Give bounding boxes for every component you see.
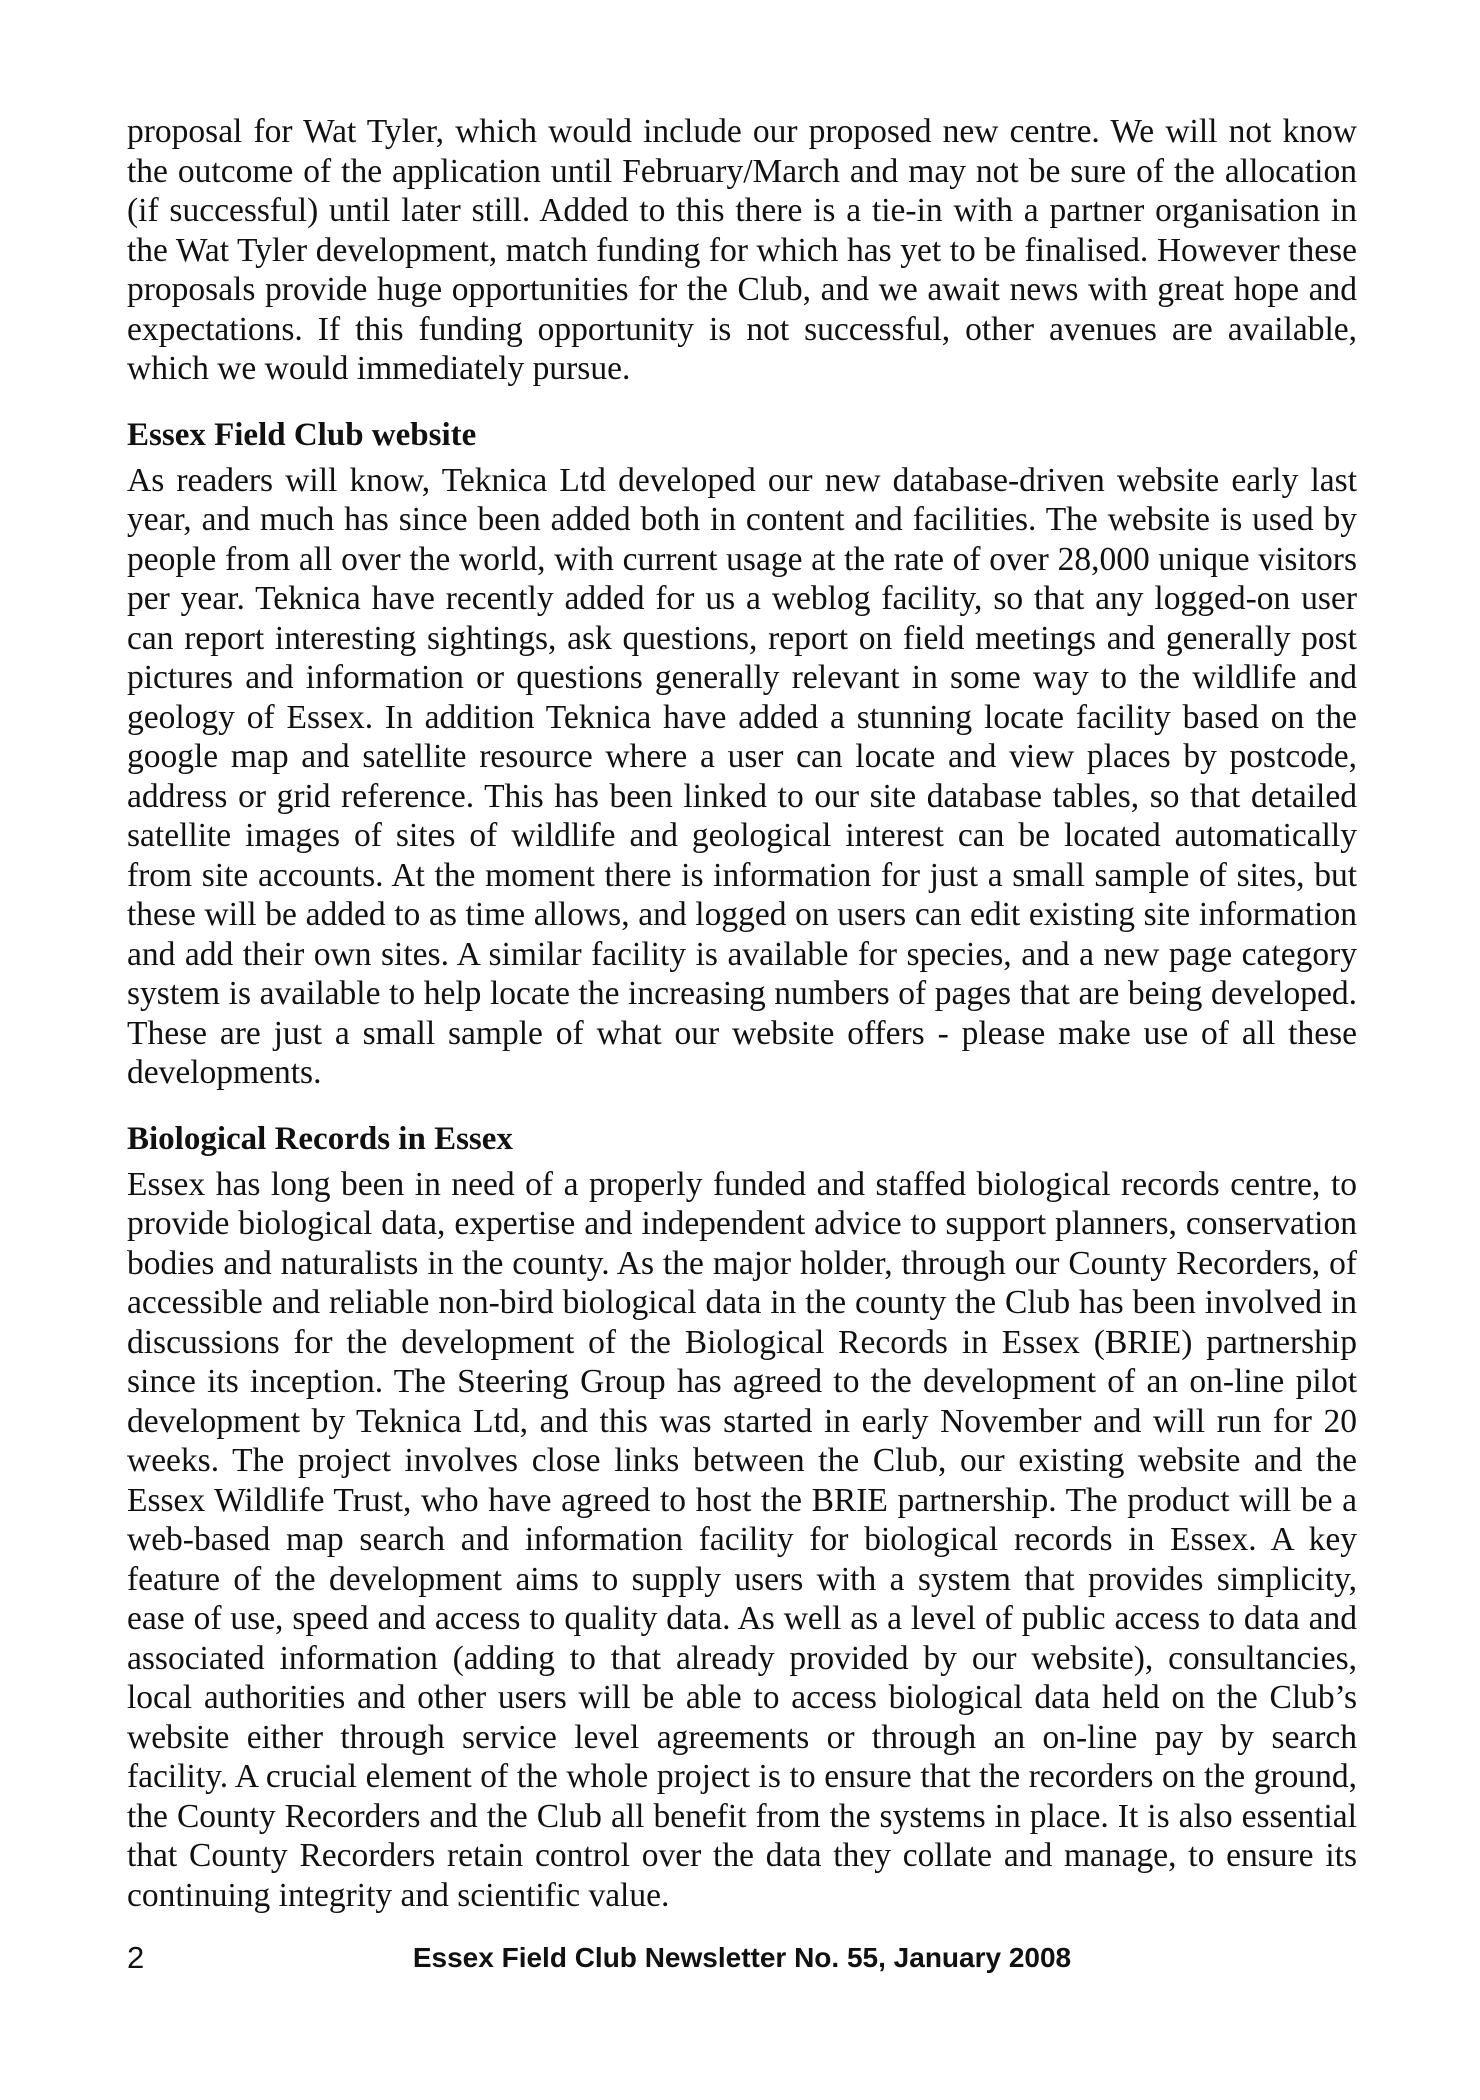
page-number: 2 bbox=[127, 1940, 145, 1975]
section-body-biological-records: Essex has long been in need of a properly funded and staffed biological records centre, to provide biological data, expertise and independent advice to support planners, conservation bodies and naturalists in the county. As the major holder, through our County Recorders, of accessible and reliable non-bird biological data in the county the Club has been involved in discussions for the development of the Biological Records in Essex (BRIE) partnership since its inception. The Steering Group has agreed to the development of an on-line pilot development by Teknica Ltd, and this was started in early November and will run for 20 weeks. The project involves close links between the Club, our existing website and the Essex Wildlife Trust, who have agreed to host the BRIE partnership. The product will be a web-based map search and information facility for biological records in Essex. A key feature of the development aims to supply users with a system that provides simplicity, ease of use, speed and access to quality data. As well as a level of public access to data and associated information (adding to that already provided by our website), consultancies, local authorities and other users will be able to access biological data held on the Club’s website either through service level agreements or through an on-line pay by search facility. A crucial element of the whole project is to ensure that the recorders on the ground, the County Recorders and the Club all benefit from the systems in place. It is also essential that County Recorders retain control over the data they collate and manage, to ensure its continuing integrity and scientific value. bbox=[127, 1165, 1357, 1914]
section-biological-records bbox=[127, 1119, 1357, 1916]
footer-title: Essex Field Club Newsletter No. 55, January 2008 bbox=[412, 1942, 1072, 1973]
section-body-website: As readers will know, Teknica Ltd developed our new database-driven website early last year, and much has since been added both in content and facilities. The website is used by people from all over the world, with current usage at the rate of over 28,000 unique visitors per year. Teknica have recently added for us a weblog facility, so that any logged-on user can report interesting sightings, ask questions, report on field meetings and generally post pictures and information or questions generally relevant in some way to the wildlife and geology of Essex. In addition Teknica have added a stunning locate facility based on the google map and satellite resource where a user can locate and view places by postcode, address or grid reference. This has been linked to our site database tables, so that detailed satellite images of sites of wildlife and geological interest can be located automatically from site accounts. At the moment there is information for just a small sample of sites, but these will be added to as time allows, and logged on users can edit existing site information and add their own sites. A similar facility is available for species, and a new page category system is available to help locate the increasing numbers of pages that are being developed. These are just a small sample of what our website offers - please make use of all these developments. bbox=[127, 461, 1357, 1091]
section-heading-biological-records: Biological Records in Essex bbox=[127, 1120, 513, 1157]
section-heading-website: Essex Field Club website bbox=[127, 416, 477, 453]
section-website bbox=[127, 415, 1357, 1093]
intro-paragraph: proposal for Wat Tyler, which would include our proposed new centre. We will not know the outcome of the application until February/March and may not be sure of the allocation (if successful) until later still. Added to this there is a tie-in with a partner organisation in the Wat Tyler development, match funding for which has yet to be finalised. However these proposals provide huge opportunities for the Club, and we await news with great hope and expectations. If this funding opportunity is not successful, other avenues are available, which we would immediately pursue. bbox=[127, 113, 1357, 387]
page-footer bbox=[127, 1938, 1357, 1978]
page-content bbox=[127, 112, 1357, 1915]
